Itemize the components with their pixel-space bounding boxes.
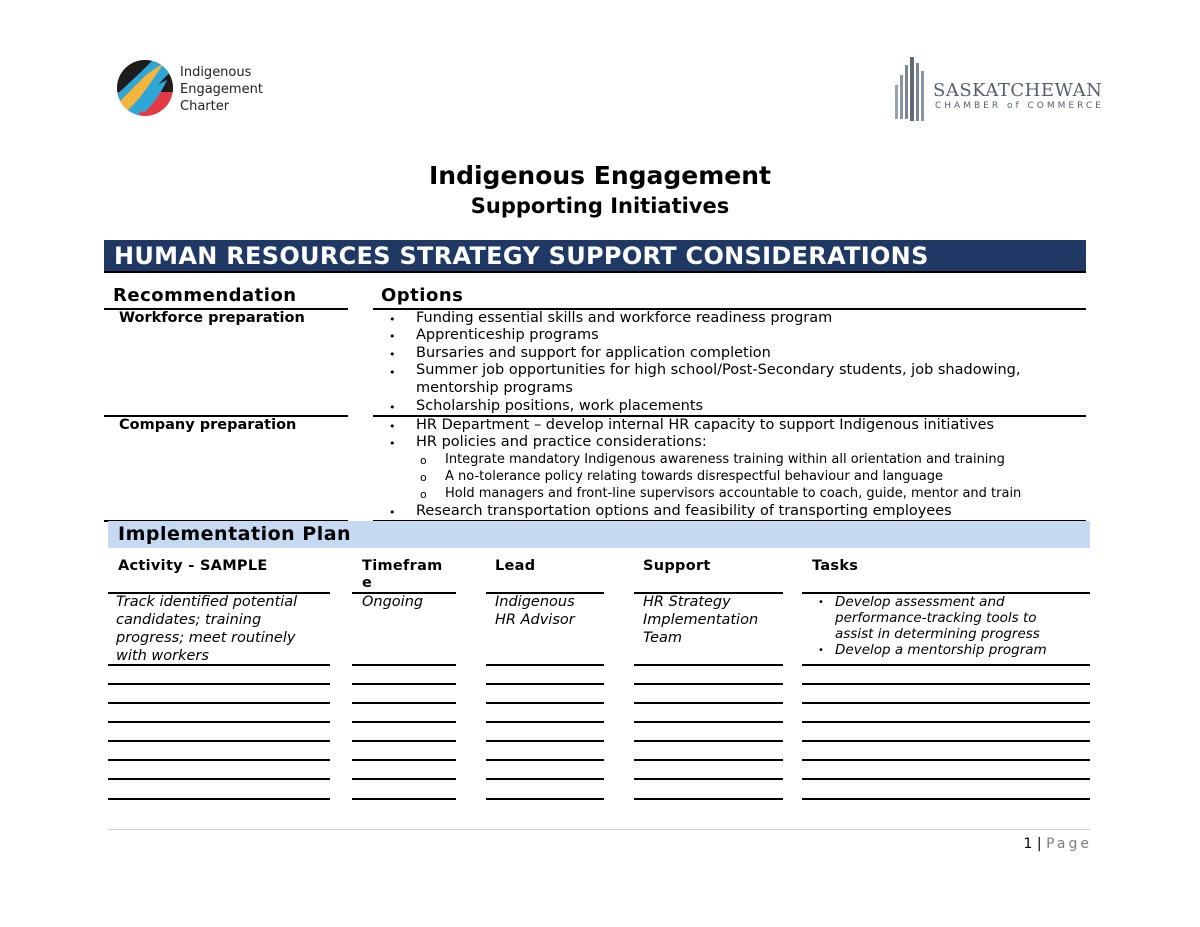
- form-underline: [352, 740, 456, 742]
- form-underline: [802, 798, 1090, 800]
- page-subtitle: Supporting Initiatives: [470, 194, 730, 218]
- form-underline: [634, 664, 783, 666]
- form-underline: [486, 798, 604, 800]
- page-footer: [1000, 836, 1092, 852]
- form-underline: [634, 683, 783, 685]
- option-item: HR Department – develop internal HR capacity to support Indigenous initiatives: [416, 417, 995, 433]
- bullet: •: [389, 420, 396, 433]
- bullet: •: [389, 437, 396, 450]
- sample-task-2: Develop a mentorship program: [835, 642, 1047, 658]
- option-item: Apprenticeship programs: [416, 327, 599, 343]
- bullet: •: [818, 645, 824, 656]
- sample-timeframe: Ongoing: [362, 594, 424, 610]
- implementation-banner: Implementation Plan: [108, 521, 1090, 548]
- form-underline: [108, 798, 330, 800]
- form-underline: [108, 592, 330, 594]
- form-underline: [486, 702, 604, 704]
- page-title: Indigenous Engagement: [428, 161, 772, 190]
- logo-line: Engagement: [180, 82, 263, 97]
- form-underline: [352, 798, 456, 800]
- sample-lead: [495, 593, 575, 629]
- chamber-subname: CHAMBER of COMMERCE: [935, 101, 1104, 111]
- form-underline: [486, 740, 604, 742]
- bullet: •: [389, 366, 396, 379]
- recommendation-header: Recommendation: [113, 285, 297, 306]
- bullet: •: [389, 348, 396, 361]
- text-line: candidates; training: [116, 612, 262, 628]
- option-item: Summer job opportunities for high school/Post-Secondary students, job shadowing,: [416, 362, 1021, 378]
- page-number: 1: [1023, 836, 1033, 852]
- text-line: HR Strategy: [643, 594, 731, 610]
- sample-support: [643, 593, 758, 647]
- sub-bullet: o: [420, 488, 427, 501]
- section-banner: HUMAN RESOURCES STRATEGY SUPPORT CONSIDERATIONS: [104, 240, 1086, 273]
- option-item: Scholarship positions, work placements: [416, 398, 704, 414]
- form-underline: [802, 759, 1090, 761]
- form-underline: [108, 664, 330, 666]
- logo-line: Indigenous: [180, 65, 252, 80]
- sub-option-item: Integrate mandatory Indigenous awareness training within all orientation and training: [445, 452, 1005, 467]
- text-line: with workers: [116, 648, 209, 664]
- text-line: Team: [643, 630, 682, 646]
- text-line: HR Advisor: [495, 612, 575, 628]
- form-underline: [634, 702, 783, 704]
- form-underline: [486, 664, 604, 666]
- sample-activity: [116, 593, 297, 665]
- sub-bullet: o: [420, 471, 427, 484]
- text-line: Develop assessment and: [835, 594, 1005, 610]
- option-item: Bursaries and support for application completion: [416, 345, 771, 361]
- form-underline: [802, 683, 1090, 685]
- logo-line: Charter: [180, 99, 230, 114]
- support-header: Support: [643, 558, 711, 574]
- tasks-header: Tasks: [812, 558, 859, 574]
- form-underline: [108, 759, 330, 761]
- bullet: •: [389, 506, 396, 519]
- lead-header: Lead: [495, 558, 536, 574]
- form-underline: [802, 702, 1090, 704]
- form-underline: [352, 664, 456, 666]
- logo-wordmark: [180, 64, 263, 115]
- form-underline: [352, 592, 456, 594]
- chamber-name: SASKATCHEWAN: [933, 80, 1103, 101]
- form-underline: [352, 778, 456, 780]
- form-underline: [634, 721, 783, 723]
- form-underline: [634, 778, 783, 780]
- form-underline: [802, 592, 1090, 594]
- text-line: assist in determining progress: [835, 626, 1040, 642]
- option-item: HR policies and practice considerations:: [416, 434, 707, 450]
- timeframe-header-wrap: e: [362, 575, 373, 591]
- form-underline: [486, 721, 604, 723]
- form-underline: [634, 759, 783, 761]
- form-underline: [486, 759, 604, 761]
- form-underline: [634, 798, 783, 800]
- recommendation-workforce: Workforce preparation: [119, 310, 305, 326]
- form-underline: [352, 759, 456, 761]
- form-underline: [634, 592, 783, 594]
- text-line: progress; meet routinely: [116, 630, 296, 646]
- form-underline: [108, 721, 330, 723]
- form-underline: [802, 721, 1090, 723]
- form-underline: [352, 702, 456, 704]
- form-underline: [802, 664, 1090, 666]
- bullet: •: [818, 597, 824, 608]
- page-word: Page: [1046, 836, 1092, 852]
- bullet: •: [389, 401, 396, 414]
- indigenous-engagement-charter-logo: [115, 58, 175, 118]
- form-underline: [108, 702, 330, 704]
- page-separator: |: [1036, 836, 1042, 852]
- bullet: •: [389, 313, 396, 326]
- sub-bullet: o: [420, 454, 427, 467]
- form-underline: [108, 778, 330, 780]
- sub-option-item: A no-tolerance policy relating towards disrespectful behaviour and language: [445, 469, 943, 484]
- form-underline: [802, 740, 1090, 742]
- form-underline: [108, 740, 330, 742]
- sub-option-item: Hold managers and front-line supervisors accountable to coach, guide, mentor and train: [445, 486, 1022, 501]
- option-item: Research transportation options and feasibility of transporting employees: [416, 503, 952, 519]
- form-underline: [802, 778, 1090, 780]
- footer-divider: [108, 829, 1090, 830]
- form-underline: [486, 592, 604, 594]
- text-line: Implementation: [643, 612, 759, 628]
- form-underline: [486, 683, 604, 685]
- text-line: Indigenous: [495, 594, 575, 610]
- recommendation-company: Company preparation: [119, 417, 297, 433]
- text-line: Track identified potential: [116, 594, 298, 610]
- bullet: •: [389, 330, 396, 343]
- form-underline: [486, 778, 604, 780]
- option-item-continued: mentorship programs: [416, 380, 573, 396]
- chamber-building-icon: [893, 55, 929, 123]
- form-underline: [634, 740, 783, 742]
- form-underline: [352, 721, 456, 723]
- options-header: Options: [381, 285, 464, 306]
- form-underline: [352, 683, 456, 685]
- sample-tasks: [835, 594, 1040, 642]
- activity-header: Activity - SAMPLE: [118, 558, 268, 574]
- form-underline: [108, 683, 330, 685]
- timeframe-header: Timefram: [362, 558, 443, 574]
- option-item: Funding essential skills and workforce readiness program: [416, 310, 833, 326]
- text-line: performance-tracking tools to: [835, 610, 1037, 626]
